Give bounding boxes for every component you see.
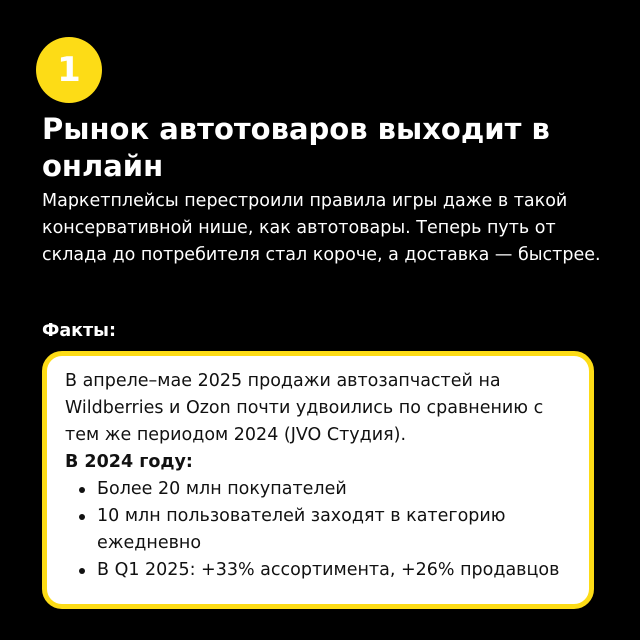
bullet-icon (79, 487, 85, 493)
list-item-text: В Q1 2025: +33% ассортимента, +26% продавцов (97, 560, 560, 580)
slide-title: Рынок автотоваров выходит в онлайн (42, 112, 550, 183)
list-item-text: Более 20 млн покупателей (97, 479, 347, 499)
list-item (79, 503, 571, 557)
bullet-icon (79, 568, 85, 574)
facts-subheading: В 2024 году: (65, 452, 193, 472)
bullet-icon (79, 514, 85, 520)
step-number-badge: 1 (36, 37, 102, 103)
list-item (79, 557, 571, 584)
facts-heading: Факты: (42, 321, 117, 341)
list-item (79, 476, 571, 503)
list-item-text: 10 млн пользователей заходят в категорию ежедневно (97, 506, 506, 553)
facts-paragraph: В апреле–мае 2025 продажи автозапчастей на Wildberries и Ozon почти удвоились по сравнению с тем же периодом 2024 (JVO Студия). (65, 371, 544, 445)
intro-paragraph: Маркетплейсы перестроили правила игры даже в такой консервативной нише, как автотовары. Теперь путь от склада до потребителя стал короче, а доставка — быстрее. (42, 191, 601, 265)
facts-card (42, 351, 594, 609)
facts-list (65, 476, 571, 584)
